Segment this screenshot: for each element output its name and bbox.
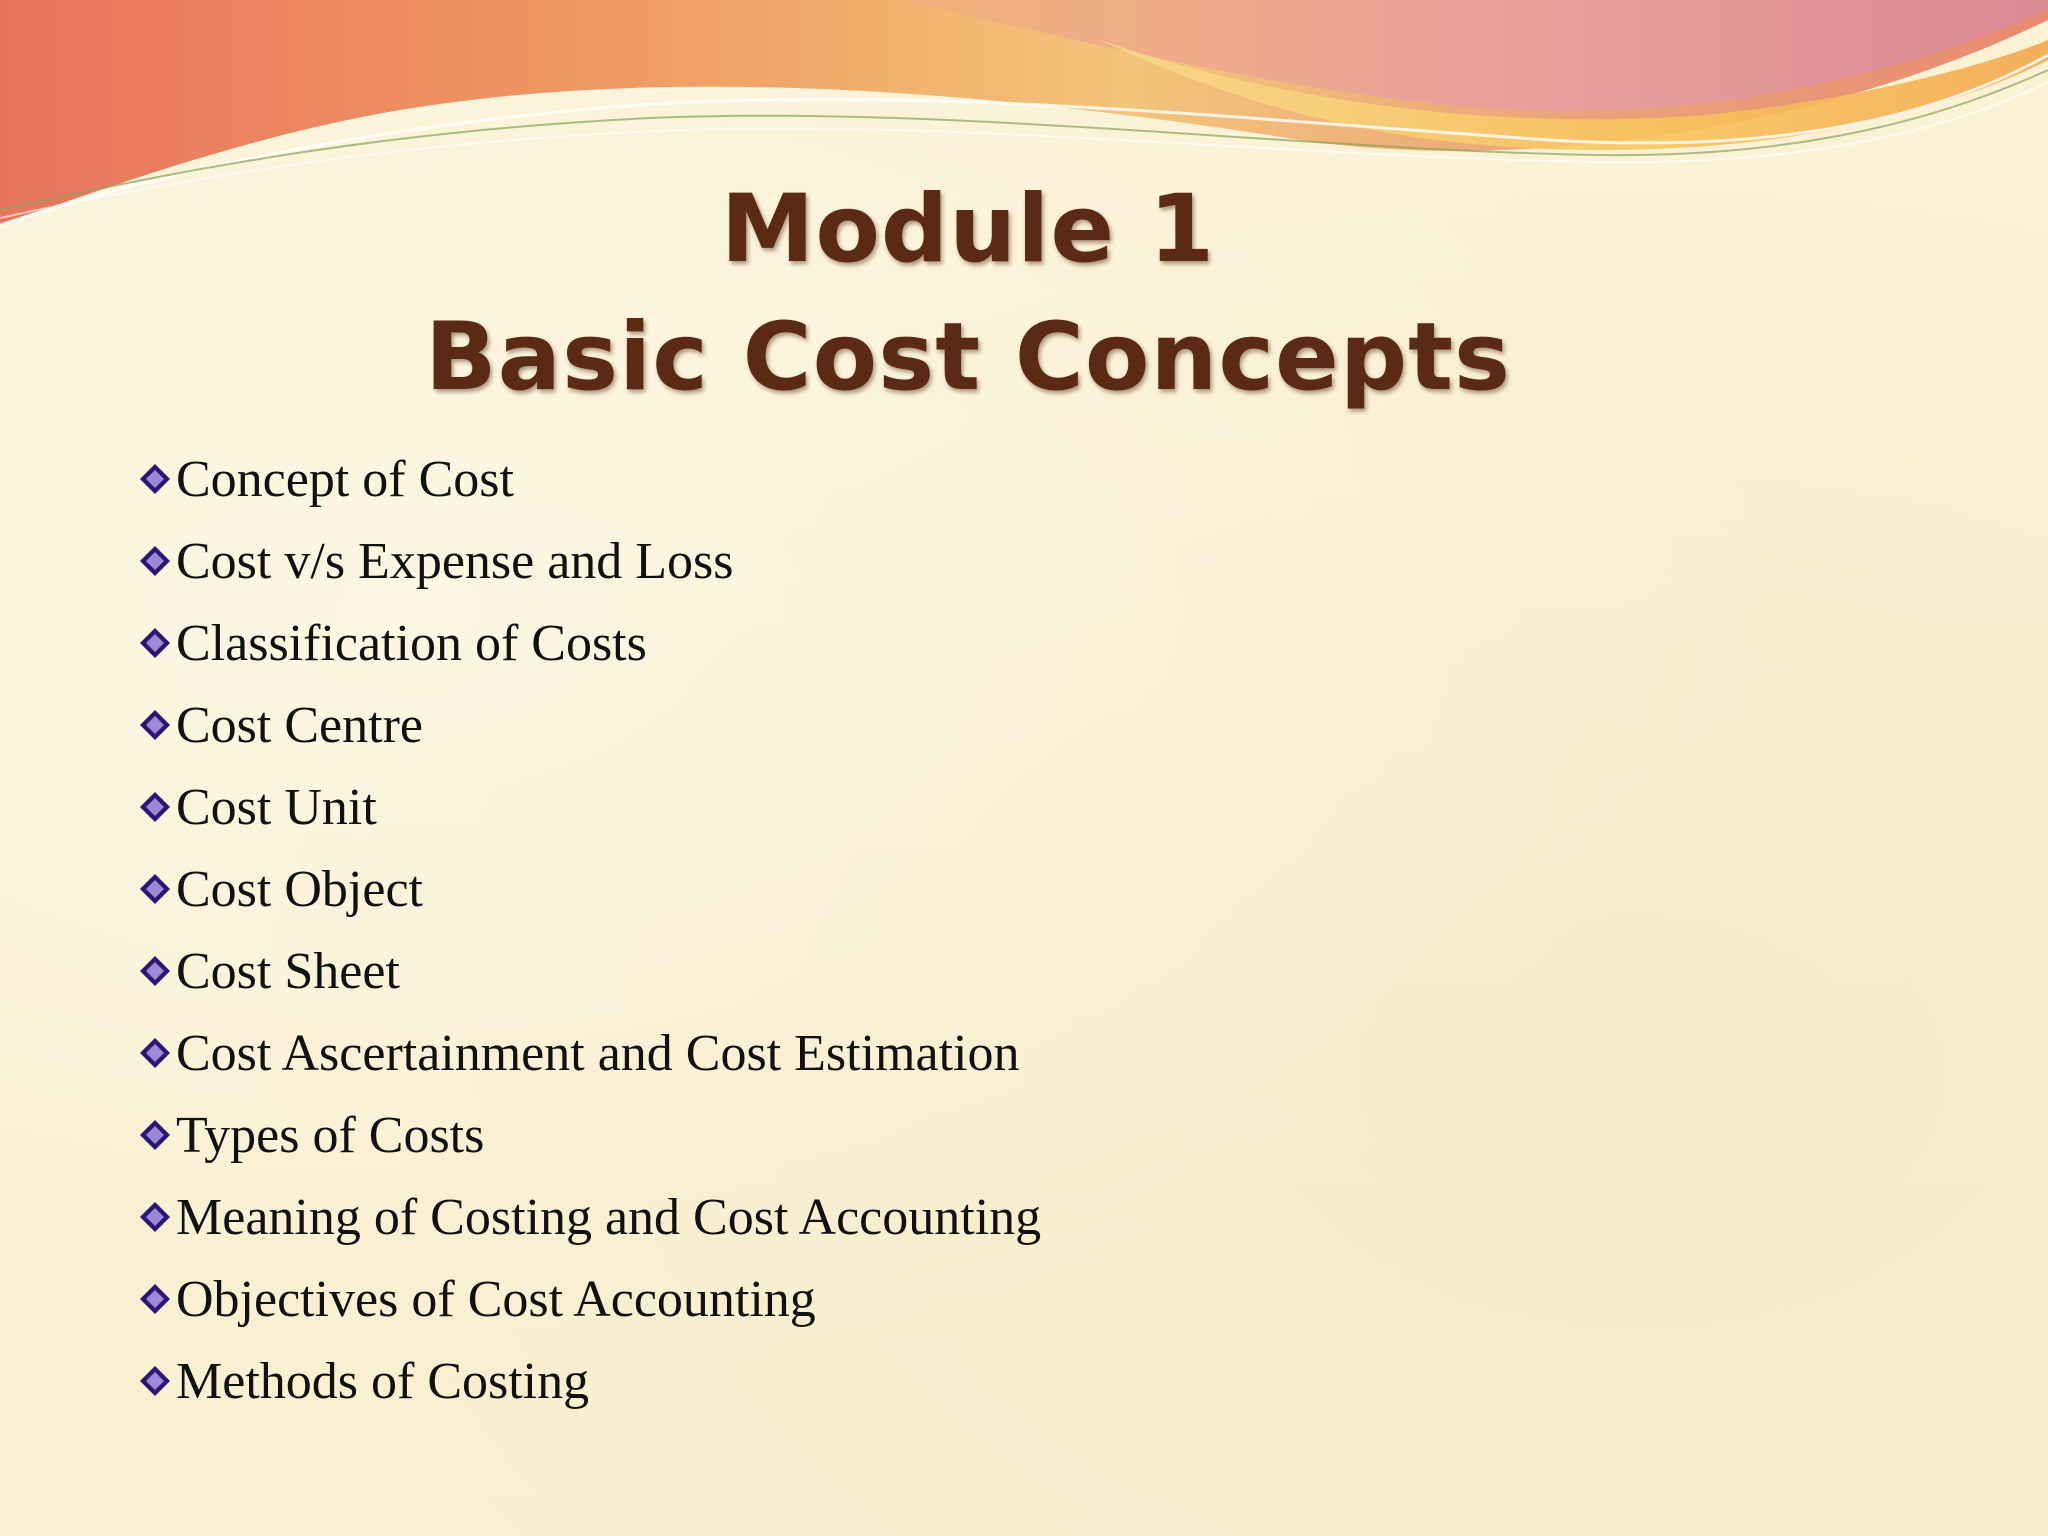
diamond-bullet-icon [136, 788, 174, 826]
diamond-bullet-icon [136, 1116, 174, 1154]
title-module: Module 1 [720, 175, 1216, 284]
bullet-text: Types of Costs [176, 1106, 485, 1164]
list-item [136, 602, 1041, 684]
bullet-text: Objectives of Cost Accounting [176, 1270, 816, 1328]
diamond-bullet-icon [136, 1280, 174, 1318]
bullet-text: Cost Centre [176, 696, 423, 754]
list-item [136, 1258, 1041, 1340]
bullet-list [136, 438, 1041, 1422]
title-topic: Basic Cost Concepts [424, 303, 1511, 412]
list-item [136, 766, 1041, 848]
list-item [136, 684, 1041, 766]
bullet-text: Cost Object [176, 860, 423, 918]
bullet-text: Meaning of Costing and Cost Accounting [176, 1188, 1042, 1246]
bullet-text: Methods of Costing [176, 1352, 590, 1410]
diamond-bullet-icon [136, 1034, 174, 1072]
list-item [136, 520, 1041, 602]
bullet-text: Cost Sheet [176, 942, 400, 1000]
list-item [136, 1176, 1041, 1258]
diamond-bullet-icon [136, 1198, 174, 1236]
list-item [136, 848, 1041, 930]
list-item [136, 1012, 1041, 1094]
diamond-bullet-icon [136, 460, 174, 498]
list-item [136, 438, 1041, 520]
diamond-bullet-icon [136, 542, 174, 580]
diamond-bullet-icon [136, 624, 174, 662]
diamond-bullet-icon [136, 952, 174, 990]
list-item [136, 1094, 1041, 1176]
bullet-text: Cost Ascertainment and Cost Estimation [176, 1024, 1020, 1082]
list-item [136, 930, 1041, 1012]
list-item [136, 1340, 1041, 1422]
bullet-text: Cost Unit [176, 778, 377, 836]
bullet-text: Classification of Costs [176, 614, 647, 672]
diamond-bullet-icon [136, 1362, 174, 1400]
diamond-bullet-icon [136, 706, 174, 744]
bullet-text: Concept of Cost [176, 450, 514, 508]
bullet-text: Cost v/s Expense and Loss [176, 532, 734, 590]
diamond-bullet-icon [136, 870, 174, 908]
